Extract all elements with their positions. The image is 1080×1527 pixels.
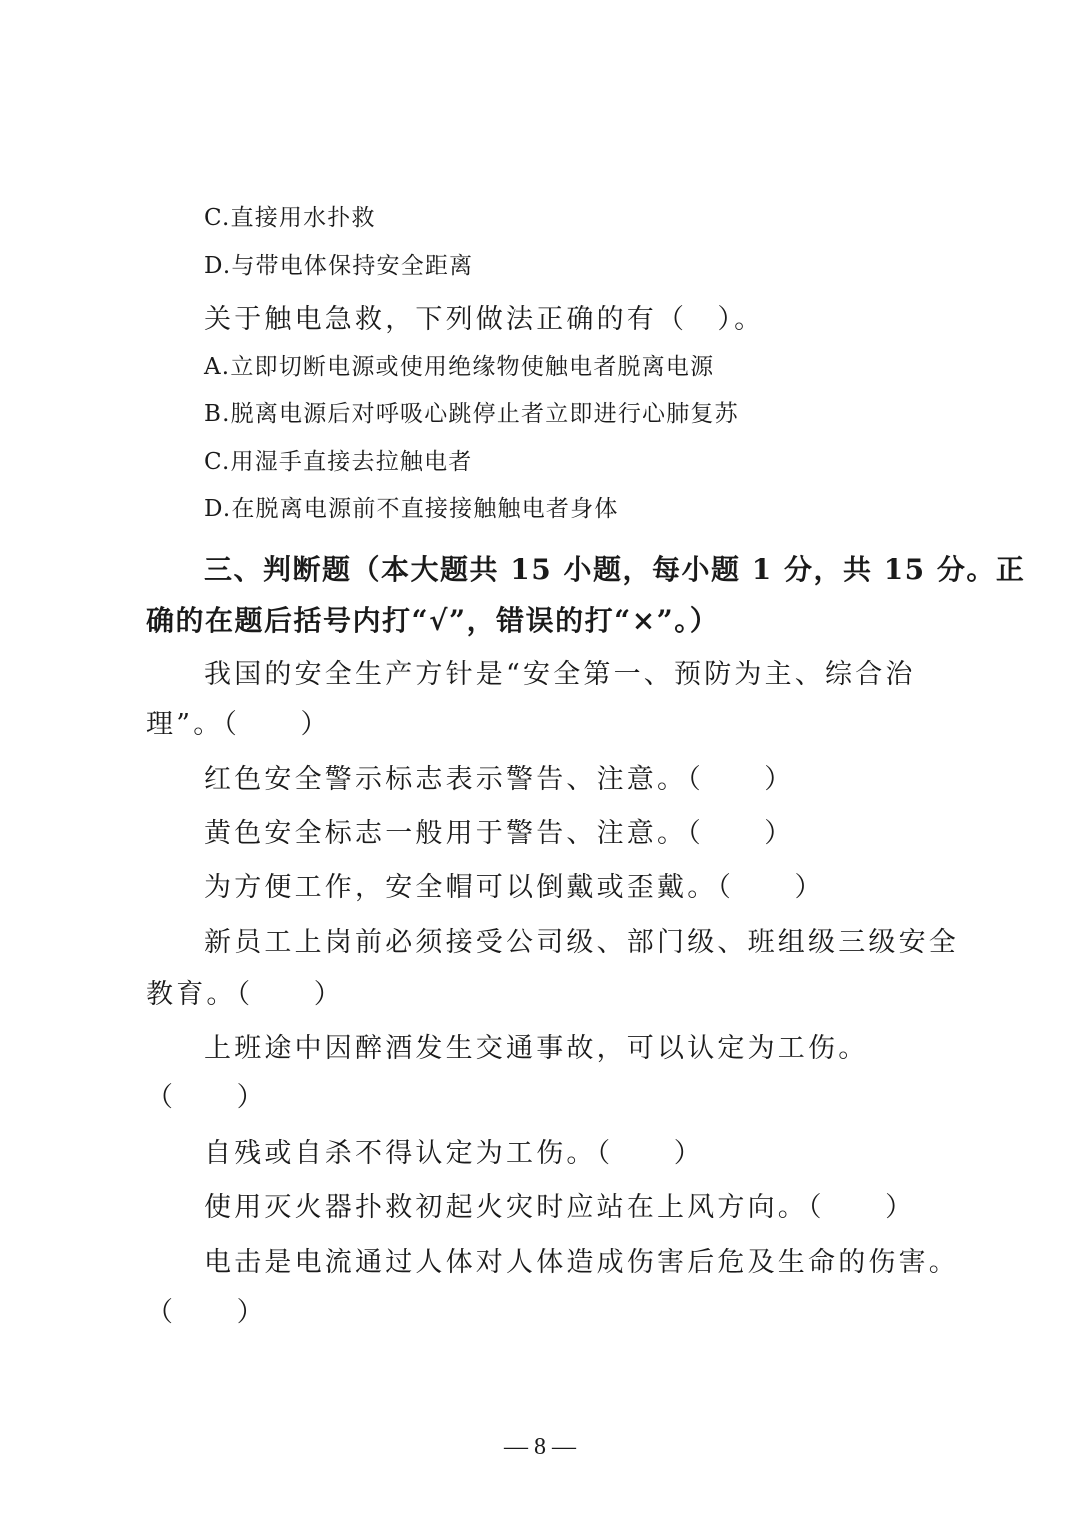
judgment-2: 红色安全警示标志表示警告、注意。（ ）	[204, 764, 795, 795]
option-d-distance: D.与带电体保持安全距离	[204, 253, 474, 279]
section-heading-line2: 确的在题后括号内打“√”，错误的打“×”。）	[146, 604, 720, 637]
page-number: — 8 —	[504, 1434, 576, 1460]
judgment-5-line2: 教育。（ ）	[146, 979, 344, 1010]
judgment-4: 为方便工作，安全帽可以倒戴或歪戴。（ ）	[204, 872, 825, 903]
option-c-water: C.直接用水扑救	[204, 205, 376, 231]
judgment-1-line2: 理”。（ ）	[146, 709, 331, 740]
judgment-6-line2: （ ）	[146, 1082, 267, 1113]
option-c-wet-hands: C.用湿手直接去拉触电者	[204, 449, 473, 475]
option-a-cut-power: A.立即切断电源或使用绝缘物使触电者脱离电源	[204, 354, 715, 380]
judgment-7: 自残或自杀不得认定为工伤。（ ）	[204, 1138, 704, 1169]
question-electric-shock-rescue: 关于触电急救，下列做法正确的有（ ）。	[204, 304, 765, 335]
judgment-5-line1: 新员工上岗前必须接受公司级、部门级、班组级三级安全	[204, 927, 959, 958]
judgment-8: 使用灭火器扑救初起火灾时应站在上风方向。（ ）	[204, 1192, 916, 1223]
option-b-cpr: B.脱离电源后对呼吸心跳停止者立即进行心肺复苏	[204, 401, 739, 427]
judgment-6-line1: 上班途中因醉酒发生交通事故，可以认定为工伤。	[204, 1033, 869, 1064]
judgment-9-line2: （ ）	[146, 1297, 267, 1328]
judgment-1-line1: 我国的安全生产方针是“安全第一、预防为主、综合治	[204, 659, 916, 690]
section-heading-line1: 三、判断题（本大题共 15 小题，每小题 1 分，共 15 分。正	[204, 553, 1026, 586]
judgment-3: 黄色安全标志一般用于警告、注意。（ ）	[204, 818, 795, 849]
judgment-9-line1: 电击是电流通过人体对人体造成伤害后危及生命的伤害。	[204, 1247, 959, 1278]
option-d-no-contact: D.在脱离电源前不直接接触触电者身体	[204, 496, 619, 522]
